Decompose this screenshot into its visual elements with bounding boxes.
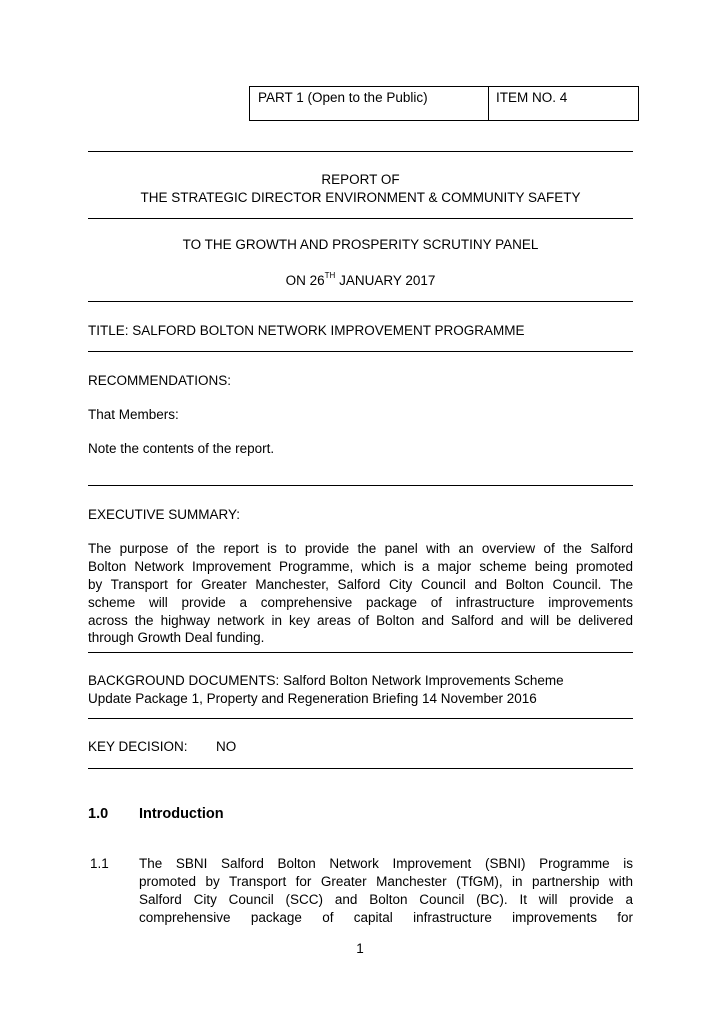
summary-line: scheme will provide a comprehensive package of infrastructure improvements (88, 595, 633, 610)
divider (88, 485, 633, 486)
paragraph-line: promoted by Transport for Greater Manchester (TfGM), in partnership with (139, 874, 633, 889)
page-number: 1 (356, 941, 364, 956)
divider (88, 768, 633, 769)
item-number-cell: ITEM NO. 4 (496, 90, 568, 105)
recommendations-line: That Members: (88, 407, 179, 422)
section-number: 1.0 (88, 806, 109, 822)
report-to: TO THE GROWTH AND PROSPERITY SCRUTINY PANEL (182, 237, 539, 252)
header-table (249, 86, 639, 121)
divider (88, 151, 633, 152)
recommendations-line: Note the contents of the report. (88, 441, 275, 456)
paragraph-line: The SBNI Salford Bolton Network Improvement (SBNI) Programme is (139, 856, 633, 871)
summary-line: The purpose of the report is to provide the panel with an overview of the Salford (88, 541, 633, 556)
executive-summary-heading: EXECUTIVE SUMMARY: (88, 507, 241, 522)
key-decision-label: KEY DECISION: (88, 739, 188, 754)
key-decision-value: NO (216, 739, 237, 754)
divider (88, 718, 633, 719)
paragraph-number: 1.1 (90, 856, 109, 871)
divider (88, 652, 633, 653)
report-title: TITLE: SALFORD BOLTON NETWORK IMPROVEMENT PROGRAMME (88, 323, 525, 338)
recommendations-heading: RECOMMENDATIONS: (88, 373, 232, 388)
summary-line: Bolton Network Improvement Programme, which is a major scheme being promoted (88, 559, 633, 574)
summary-line: through Growth Deal funding. (88, 630, 265, 645)
summary-line: by Transport for Greater Manchester, Salford City Council and Bolton Council. The (88, 577, 633, 592)
report-of-director: THE STRATEGIC DIRECTOR ENVIRONMENT & COMMUNITY SAFETY (140, 190, 581, 205)
background-documents: Update Package 1, Property and Regeneration Briefing 14 November 2016 (88, 691, 537, 706)
divider (88, 351, 633, 352)
part-cell: PART 1 (Open to the Public) (250, 87, 489, 120)
background-documents: BACKGROUND DOCUMENTS: Salford Bolton Network Improvements Scheme (88, 673, 564, 688)
divider (88, 301, 633, 302)
report-of-line: REPORT OF (321, 172, 400, 187)
summary-line: across the highway network in key areas of Bolton and Salford and will be delivered (88, 613, 633, 628)
report-date: ON 26TH JANUARY 2017 (285, 271, 436, 288)
paragraph-line: Salford City Council (SCC) and Bolton Council (BC). It will provide a (139, 892, 633, 907)
paragraph-line: comprehensive package of capital infrastructure improvements for (139, 910, 633, 925)
section-heading: Introduction (139, 806, 224, 822)
divider (88, 218, 633, 219)
